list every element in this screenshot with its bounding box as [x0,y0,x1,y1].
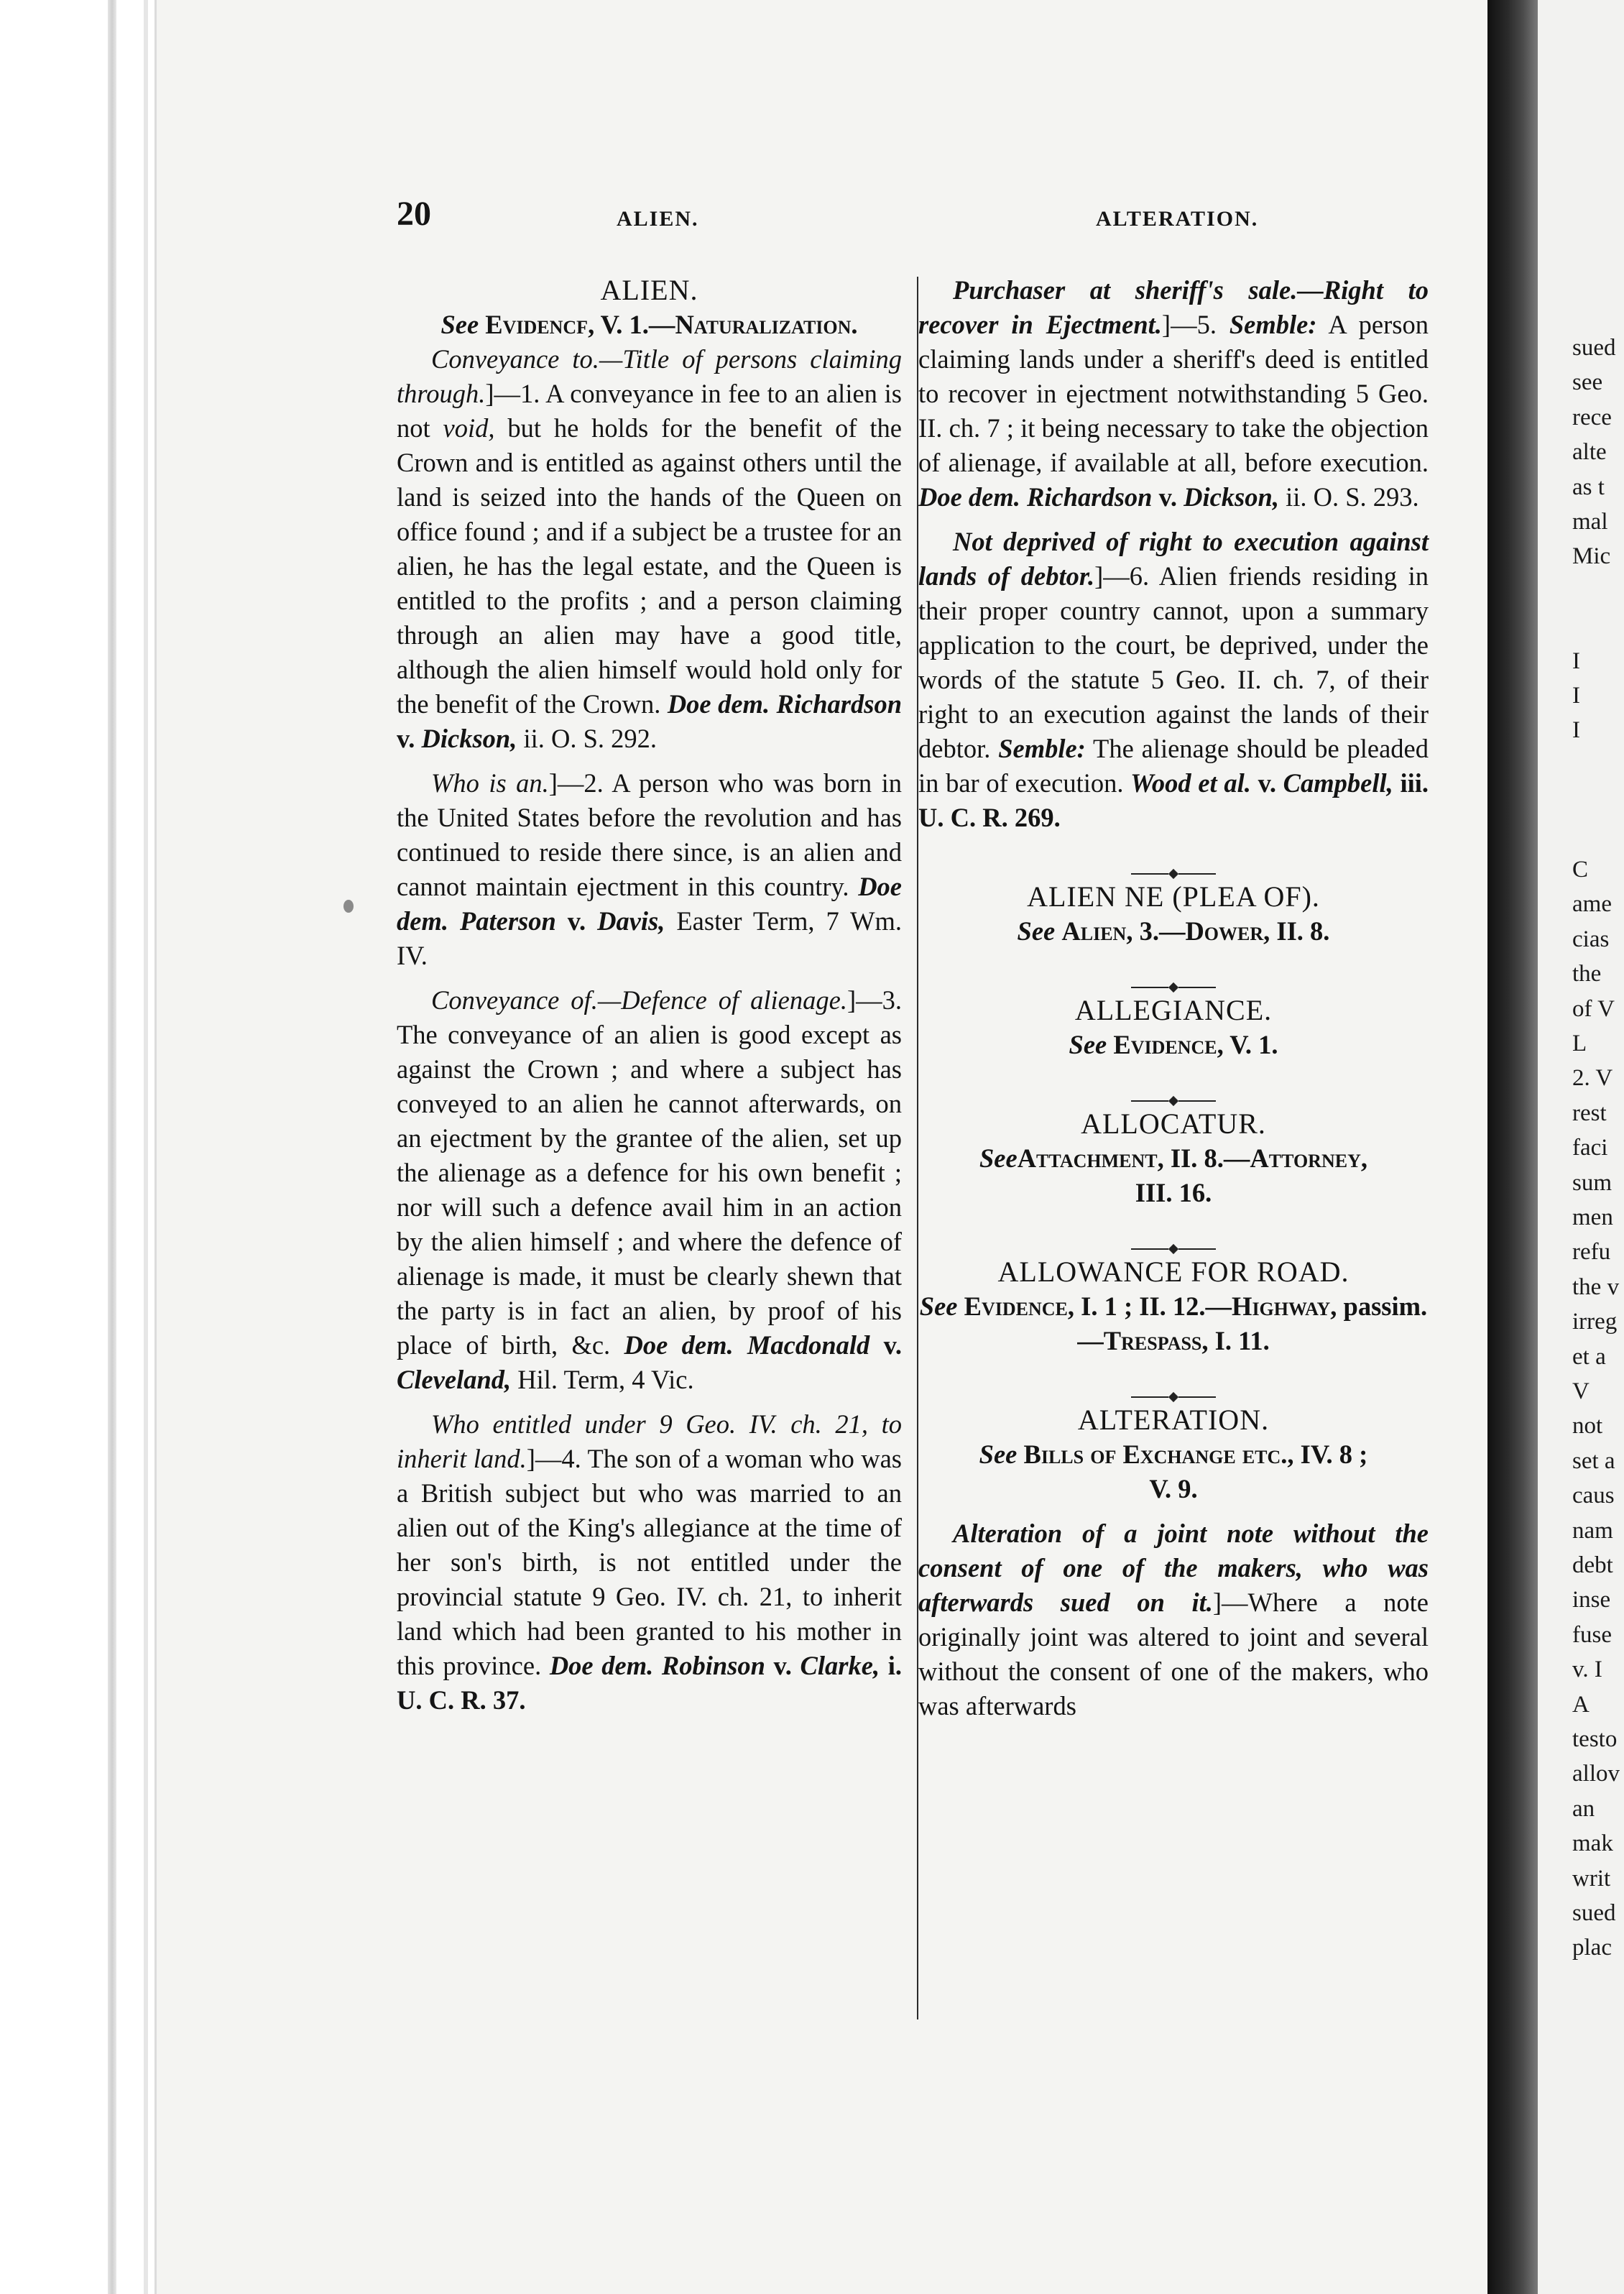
section-divider [918,854,1429,864]
section-heading-allowance-for-road: ALLOWANCE FOR ROAD. [997,1256,1350,1288]
xref-text: , I. 11. [1201,1326,1270,1355]
cross-reference [918,1289,1429,1358]
section-heading-allocatur: ALLOCATUR. [1081,1107,1266,1140]
facing-page-fragment: the [1572,961,1602,987]
xref-target: Attorney, [1250,1143,1367,1173]
facing-page-fragment: nam [1572,1517,1613,1544]
see-label: See [979,1439,1018,1469]
facing-page-fragment: I [1572,683,1580,709]
entry-text: The son of a woman who was a British subject but who was married to an alien out of the King's allegiance at the time of her son's birth, is not entitled under the provincial statute 9 Geo. IV. ch. 21, to inherit land which had been granted to his mother in this province. [397,1444,902,1680]
case-report: i. U. C. R. 37. [397,1651,902,1715]
section-divider [918,1229,1429,1239]
facing-page-fragment: C [1572,857,1589,883]
entry-head: Conveyance to.—Title of persons claiming through. [397,344,902,408]
entry-emphasis: void, [443,413,495,443]
entry-head: Not deprived of right to execution against lands of debtor. [918,527,1429,591]
case-versus: v. [765,1651,801,1680]
facing-page-fragment: plac [1572,1935,1612,1961]
entry-head: Who entitled under 9 Geo. IV. ch. 21, to inherit land. [397,1409,902,1473]
case-party: Doe dem. Richardson [667,689,902,719]
facing-page-fragment: debt [1572,1552,1613,1578]
facing-page-fragment: et a [1572,1343,1606,1370]
facing-page-fragment: refu [1572,1239,1611,1266]
entry-2 [397,766,902,973]
xref-target: Bills of Exchange etc. [1023,1439,1288,1469]
running-head-left: ALIEN. [617,207,699,231]
entry-number: ]—6. [1094,561,1150,591]
entry-3 [397,983,902,1397]
facing-page-fragment: allov [1572,1761,1620,1787]
entry-text: Alien friends residing in their proper country cannot, upon a summary application to the court, be deprived, under the words of the statute 5 Geo. II. ch. 7, of their right to an execution against the lands of their debtor. [918,561,1429,763]
facing-page-fragment: of V [1572,995,1615,1022]
facing-page-fragment: L [1572,1031,1587,1056]
facing-page-fragment: mak [1572,1830,1613,1857]
facing-page-fragment: sum [1572,1169,1613,1196]
facing-page-fragment: v. I [1572,1657,1602,1683]
cross-reference [918,914,1429,949]
facing-page-fragment: set a [1572,1447,1615,1474]
page-number: 20 [397,195,431,233]
facing-page-fragment: V [1572,1378,1590,1404]
facing-page-fragment: see [1572,369,1603,396]
facing-page-fragment: alte [1572,439,1607,466]
facing-page-fragment: faci [1572,1135,1608,1161]
xref-text: , passim.— [1077,1291,1428,1355]
cross-reference [918,1028,1429,1062]
facing-page-fragment: caus [1572,1483,1615,1509]
entry-6 [918,525,1429,835]
entry-head: Alteration of a joint note without the consent of one of the makers, who was afterwards sued on it. [918,1519,1429,1617]
facing-page-fragment: rest [1572,1100,1607,1126]
facing-page-fragment: I [1572,648,1580,674]
facing-page-fragment: sued [1572,335,1616,361]
case-versus: v. [1250,768,1283,798]
cross-reference [918,1437,1429,1506]
see-label: See [979,1143,1018,1173]
book-binding-gutter [1487,0,1538,2294]
case-report: ii. O. S. 293. [1278,482,1419,512]
facing-page-fragment: cias [1572,926,1610,952]
see-label: See [919,1291,958,1321]
xref-text: , II. 8. [1263,916,1330,946]
facing-page-fragment: I [1572,717,1580,744]
section-heading-alien-ne: ALIEN NE (PLEA OF). [1027,880,1320,913]
facing-page-fragment: irreg [1572,1309,1618,1335]
facing-page-fragment: inse [1572,1587,1611,1613]
case-report: Hil. Term, 4 Vic. [511,1365,694,1394]
facing-page-fragment: men [1572,1204,1613,1230]
entry-4 [397,1407,902,1718]
facing-page-fragment: A [1572,1691,1590,1718]
case-party: Dickson, [421,724,517,753]
facing-page-fragment: testo [1572,1726,1618,1752]
xref-target: Evidence [1113,1030,1217,1059]
entry-number: ]—1. [485,379,540,408]
xref-text: , II. 8.— [1157,1143,1250,1173]
facing-page-fragment: sued [1572,1900,1616,1926]
entry-head: Purchaser at sheriff's sale.—Right to recover in Ejectment. [918,275,1429,339]
section-heading-allegiance: ALLEGIANCE. [1074,994,1273,1026]
xref-target: Trespass [1103,1326,1202,1355]
page-edge-shadow [108,0,116,2294]
xref-target: Naturalization. [675,310,858,339]
facing-page-fragment: rece [1572,404,1612,430]
running-head-right: ALTERATION. [1096,207,1259,231]
entry-head: Who is an. [431,768,549,798]
case-versus: v. [1152,482,1184,512]
entry-text: A person who was born in the United States before the revolution and has continued to reside there since, is an alien and cannot maintain ejectment in this country. [397,768,903,901]
case-party: Davis, [597,906,665,936]
xref-target: Evidence [964,1291,1068,1321]
case-report: iii. U. C. R. 269. [918,768,1429,832]
xref-target: Highway [1232,1291,1331,1321]
facing-page-fragment: not [1572,1413,1603,1439]
entry-number: ]—3. [846,985,902,1015]
entry-number: ]—4. [526,1444,581,1473]
running-head [0,194,1624,237]
case-versus: v. [869,1330,902,1360]
xref-text: V. 9. [1149,1474,1198,1503]
case-party: Dickson, [1184,482,1279,512]
case-party: Campbell, [1283,768,1393,798]
section-heading-alien: ALIEN. [600,274,698,306]
entry-1 [397,342,902,756]
ink-speck [343,900,354,913]
case-party: Doe dem. Robinson [549,1651,765,1680]
case-party: Doe dem. Richardson [918,482,1153,512]
right-column [911,273,1429,1723]
xref-target: Evidencf [485,310,589,339]
facing-page-fragment: as t [1572,474,1605,500]
entry-text: The conveyance of an alien is good except as against the Crown ; and where a subject has conveyed to an alien he cannot afterwards, on an ejectment by the grantee of the alien, set up the alienage as a defence for his own benefit ; nor will such a defence avail him in an action by the alien himself ; and where the defence of alienage is made, it must be clearly shewn that the party is in fact an alien, by proof of his place of birth, &c. [397,1020,902,1360]
case-party: Doe dem. Macdonald [624,1330,870,1360]
case-party: Cleveland, [397,1365,512,1394]
see-label: See [440,310,479,339]
xref-text: , V. 1.— [588,310,675,339]
left-column [397,273,902,1718]
facing-page-fragment: Mic [1572,543,1611,570]
facing-page-fragment: an [1572,1795,1595,1822]
xref-text: , V. 1. [1217,1030,1278,1059]
facing-page-fragment: fuse [1572,1621,1612,1648]
entry-number: ]—2. [548,768,604,798]
xref-text: , IV. 8 ; [1287,1439,1368,1469]
xref-text: III. 16. [1135,1178,1212,1207]
entry-text: Where a note originally joint was altered to joint and several without the consent of one of the makers, who was afterwards [918,1588,1429,1720]
xref-text: , 3.— [1126,916,1186,946]
entry-number: ]—5. [1161,310,1217,339]
case-versus: v. [555,906,598,936]
entry-text: A conveyance in fee to an alien is not [397,379,902,443]
entry-5 [918,273,1429,515]
cross-reference [397,308,902,342]
section-divider [918,1081,1429,1091]
see-label: See [1069,1030,1107,1059]
section-divider [918,967,1429,977]
semble-label: Semble: [998,734,1086,763]
xref-target: Alien [1061,916,1127,946]
cross-reference [918,1141,1429,1210]
entry-text: A person claiming lands under a sheriff's deed is entitled to recover in ejectment notwithstanding 5 Geo. II. ch. 7 ; it being necessary to take the objection of alienage, if available at all, before execution. [918,310,1429,477]
case-party: Doe dem. Paterson [397,872,902,936]
entry-text: The alienage should be pleaded in bar of execution. [918,734,1429,798]
see-label: See [1017,916,1056,946]
entry-alteration-1 [918,1516,1429,1723]
page-edge-shadow-inner [144,0,148,2294]
xref-target: Dower [1185,916,1264,946]
entry-head: Conveyance of.—Defence of alienage. [431,985,847,1015]
case-party: Clarke, [800,1651,880,1680]
entry-number: ]— [1212,1588,1248,1617]
xref-text: , I. 1 ; II. 12.— [1067,1291,1232,1321]
facing-page-fragment: mal [1572,509,1608,535]
section-heading-alteration: ALTERATION. [1077,1404,1270,1436]
case-report: Easter Term, 7 Wm. IV. [397,906,902,970]
semble-label: Semble: [1216,310,1317,339]
entry-text: but he holds for the benefit of the Crown and is entitled as against others until the land is seized into the hands of the Queen on office found ; and if a subject be a trustee for an alien, he has the legal estate, and the Queen is entitled to the profits ; and a person claiming through an alien may have a good title, although the alien himself would hold only for the benefit of the Crown. [397,413,902,719]
facing-page-fragment: writ [1572,1865,1611,1892]
facing-page-fragment: ame [1572,891,1612,918]
xref-target: Attachment [1017,1143,1158,1173]
case-party: Wood et al. [1130,768,1251,798]
facing-page-fragment: 2. V [1572,1065,1613,1092]
section-divider [918,1377,1429,1387]
facing-page-fragment: the v [1572,1273,1620,1300]
case-versus: v. [397,724,422,753]
case-report: ii. O. S. 292. [517,724,658,753]
